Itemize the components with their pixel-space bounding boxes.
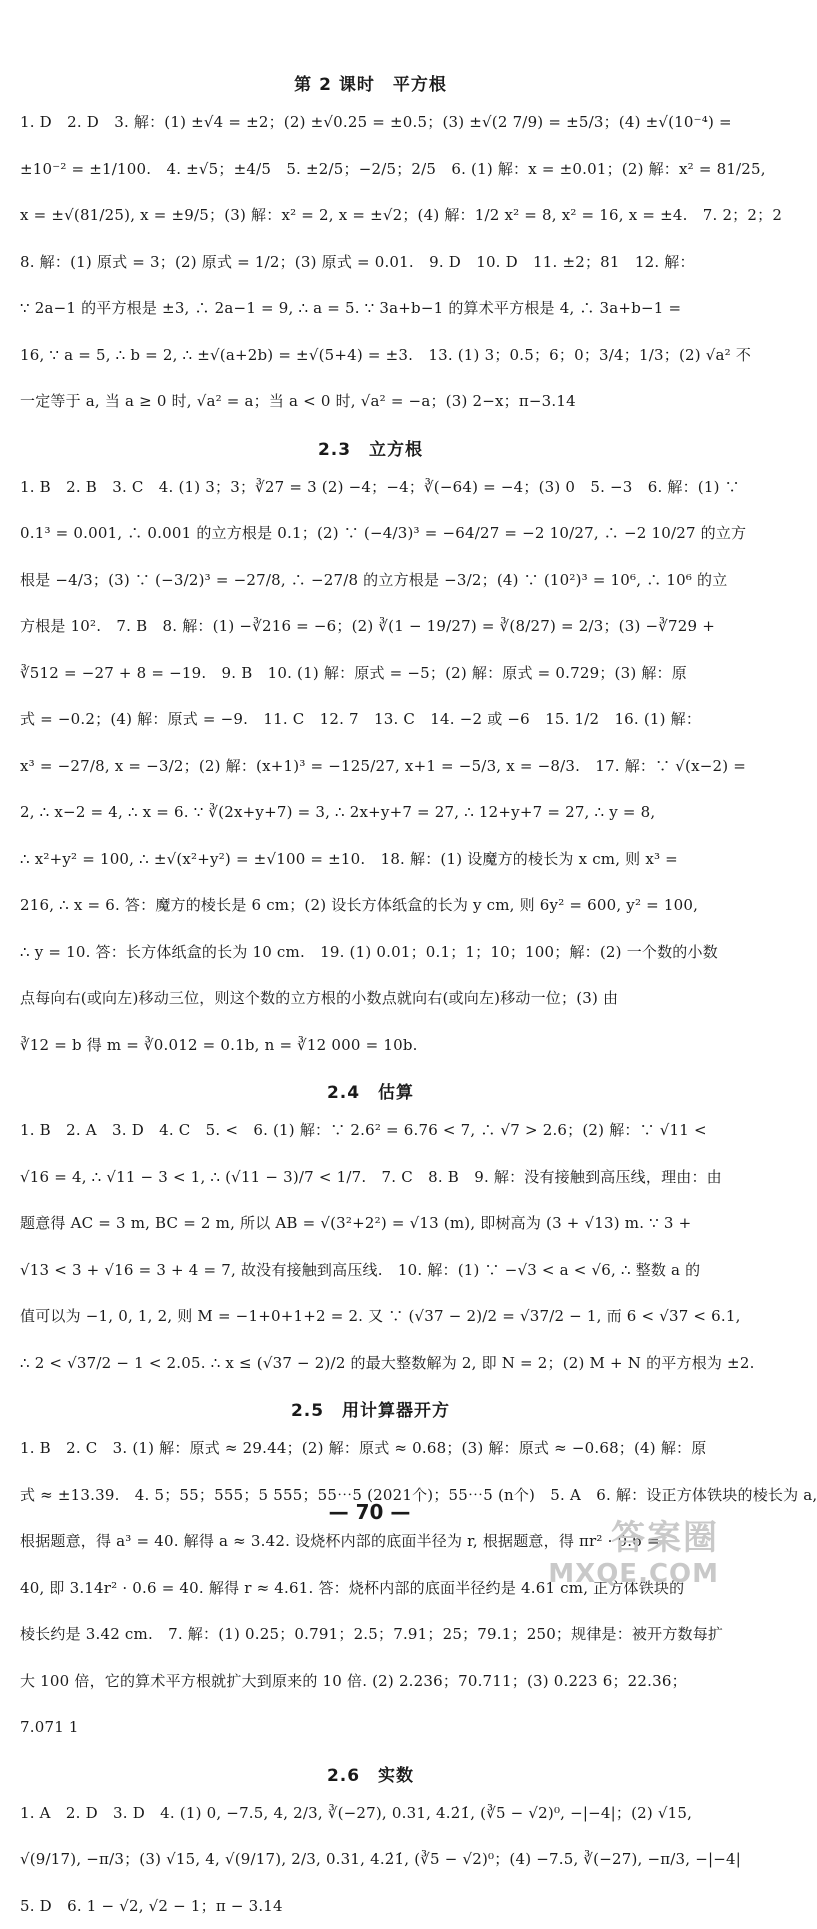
answer-line: 式 = −0.2；(4) 解：原式 = −9. 11. C 12. 7 13. C 14. −2 或 −6 15. 1/2 16. (1) 解： [20, 696, 721, 743]
answer-line: x = ±√(81/25), x = ±9/5；(3) 解：x² = 2, x = ±√2；(4) 解：1/2 x² = 8, x² = 16, x = ±4. 7. 2；2；2 [20, 192, 721, 239]
answer-line: 1. B 2. A 3. D 4. C 5. < 6. (1) 解：∵ 2.6² = 6.76 < 7, ∴ √7 > 2.6；(2) 解：∵ √11 < [20, 1107, 721, 1154]
answer-line: x³ = −27/8, x = −3/2；(2) 解：(x+1)³ = −125/27, x+1 = −5/3, x = −8/3. 17. 解：∵ √(x−2) = [20, 743, 721, 790]
section-title: 2.4 估算 [20, 1072, 721, 1107]
answer-line: 1. B 2. B 3. C 4. (1) 3；3；∛27 = 3 (2) −4；−4；∛(−64) = −4；(3) 0 5. −3 6. 解：(1) ∵ [20, 464, 721, 511]
answer-line: 40, 即 3.14r² · 0.6 = 40. 解得 r ≈ 4.61. 答：烧杯内部的底面半径约是 4.61 cm, 正方体铁块的 [20, 1565, 721, 1612]
answer-line: 1. A 2. D 3. D 4. (1) 0, −7.5, 4, 2/3, ∛(−27), 0.31, 4.2̇1̇, (∛5 − √2)⁰, −|−4|；(2) √15, [20, 1790, 721, 1837]
answer-line: 根是 −4/3；(3) ∵ (−3/2)³ = −27/8, ∴ −27/8 的立方根是 −3/2；(4) ∵ (10²)³ = 10⁶, ∴ 10⁶ 的立 [20, 557, 721, 604]
answer-line: ∴ x²+y² = 100, ∴ ±√(x²+y²) = ±√100 = ±10. 18. 解：(1) 设魔方的棱长为 x cm, 则 x³ = [20, 836, 721, 883]
answer-line: 5. D 6. 1 − √2, √2 − 1；π − 3.14 [20, 1883, 721, 1929]
section-title: 2.5 用计算器开方 [20, 1390, 721, 1425]
answer-line: ∴ 2 < √37/2 − 1 < 2.05. ∴ x ≤ (√37 − 2)/2 的最大整数解为 2, 即 N = 2；(2) M + N 的平方根为 ±2. [20, 1340, 721, 1387]
answer-line: 216, ∴ x = 6. 答：魔方的棱长是 6 cm；(2) 设长方体纸盒的长为 y cm, 则 6y² = 600, y² = 100, [20, 882, 721, 929]
answer-line: 7.071 1 [20, 1704, 721, 1751]
answer-line: 8. 解：(1) 原式 = 3；(2) 原式 = 1/2；(3) 原式 = 0.01. 9. D 10. D 11. ±2；81 12. 解： [20, 239, 721, 286]
answer-line: 根据题意，得 a³ = 40. 解得 a ≈ 3.42. 设烧杯内部的底面半径为 r, 根据题意，得 πr² · 0.6 = [20, 1518, 721, 1565]
answer-line: ∴ y = 10. 答：长方体纸盒的长为 10 cm. 19. (1) 0.01；0.1；1；10；100；解：(2) 一个数的小数 [20, 929, 721, 976]
answer-line: √(9/17), −π/3；(3) √15, 4, √(9/17), 2/3, 0.31, 4.2̇1̇, (∛5 − √2)⁰；(4) −7.5, ∛(−27), −π/3, −|−4| [20, 1836, 721, 1883]
answer-line: ∛512 = −27 + 8 = −19. 9. B 10. (1) 解：原式 = −5；(2) 解：原式 = 0.729；(3) 解：原 [20, 650, 721, 697]
answer-line: 大 100 倍，它的算术平方根就扩大到原来的 10 倍. (2) 2.236；70.711；(3) 0.223 6；22.36； [20, 1658, 721, 1705]
watermark-text-en: MXQE.COM [548, 1559, 719, 1589]
answer-line: 16, ∵ a = 5, ∴ b = 2, ∴ ±√(a+2b) = ±√(5+4) = ±3. 13. (1) 3；0.5；6；0；3/4；1/3；(2) √a² 不 [20, 332, 721, 379]
answer-line: 2, ∴ x−2 = 4, ∴ x = 6. ∵ ∛(2x+y+7) = 3, ∴ 2x+y+7 = 27, ∴ 12+y+7 = 27, ∴ y = 8, [20, 789, 721, 836]
answer-line: 方根是 10². 7. B 8. 解：(1) −∛216 = −6；(2) ∛(1 − 19/27) = ∛(8/27) = 2/3；(3) −∛729 + [20, 603, 721, 650]
watermark-text-cn: 答案圈 [548, 1510, 719, 1559]
section-square-root [20, 0, 721, 425]
section-title: 2.6 实数 [20, 1755, 721, 1790]
section-estimation [20, 1072, 721, 1386]
section-real-numbers [20, 1755, 721, 1929]
answer-line: 式 ≈ ±13.39. 4. 5；55；555；5 555；55⋯5 (2021个)；55⋯5 (n个) 5. A 6. 解：设正方体铁块的棱长为 a, [20, 1472, 721, 1519]
answer-line: 一定等于 a, 当 a ≥ 0 时, √a² = a；当 a < 0 时, √a² = −a；(3) 2−x；π−3.14 [20, 378, 721, 425]
section-title: 2.3 立方根 [20, 429, 721, 464]
answer-line: ∛12 = b 得 m = ∛0.012 = 0.1b, n = ∛12 000 = 10b. [20, 1022, 721, 1069]
answer-line: 题意得 AC = 3 m, BC = 2 m, 所以 AB = √(3²+2²) = √13 (m), 即树高为 (3 + √13) m. ∵ 3 + [20, 1200, 721, 1247]
answer-line: 值可以为 −1, 0, 1, 2, 则 M = −1+0+1+2 = 2. 又 ∵ (√37 − 2)/2 = √37/2 − 1, 而 6 < √37 < 6.1, [20, 1293, 721, 1340]
answer-line: 0.1³ = 0.001, ∴ 0.001 的立方根是 0.1；(2) ∵ (−4/3)³ = −64/27 = −2 10/27, ∴ −2 10/27 的立方 [20, 510, 721, 557]
section-cube-root [20, 429, 721, 1069]
answer-line: ∵ 2a−1 的平方根是 ±3, ∴ 2a−1 = 9, ∴ a = 5. ∵ 3a+b−1 的算术平方根是 4, ∴ 3a+b−1 = [20, 285, 721, 332]
answer-line: √16 = 4, ∴ √11 − 3 < 1, ∴ (√11 − 3)/7 < 1/7. 7. C 8. B 9. 解：没有接触到高压线，理由：由 [20, 1154, 721, 1201]
answer-line: 棱长约是 3.42 cm. 7. 解：(1) 0.25；0.791；2.5；7.91；25；79.1；250；规律是：被开方数每扩 [20, 1611, 721, 1658]
answer-line: 1. D 2. D 3. 解：(1) ±√4 = ±2；(2) ±√0.25 = ±0.5；(3) ±√(2 7/9) = ±5/3；(4) ±√(10⁻⁴) = [20, 99, 721, 146]
page-number: — 70 — [0, 1500, 739, 1524]
section-title: 第 2 课时 平方根 [20, 0, 721, 99]
answer-line: 1. B 2. C 3. (1) 解：原式 ≈ 29.44；(2) 解：原式 ≈ 0.68；(3) 解：原式 ≈ −0.68；(4) 解：原 [20, 1425, 721, 1472]
answer-line: 点每向右(或向左)移动三位，则这个数的立方根的小数点就向右(或向左)移动一位；(3) 由 [20, 975, 721, 1022]
answer-line: √13 < 3 + √16 = 3 + 4 = 7, 故没有接触到高压线. 10. 解：(1) ∵ −√3 < a < √6, ∴ 整数 a 的 [20, 1247, 721, 1294]
answer-line: ±10⁻² = ±1/100. 4. ±√5；±4/5 5. ±2/5；−2/5；2/5 6. (1) 解：x = ±0.01；(2) 解：x² = 81/25, [20, 146, 721, 193]
watermark-logo [548, 1510, 719, 1589]
